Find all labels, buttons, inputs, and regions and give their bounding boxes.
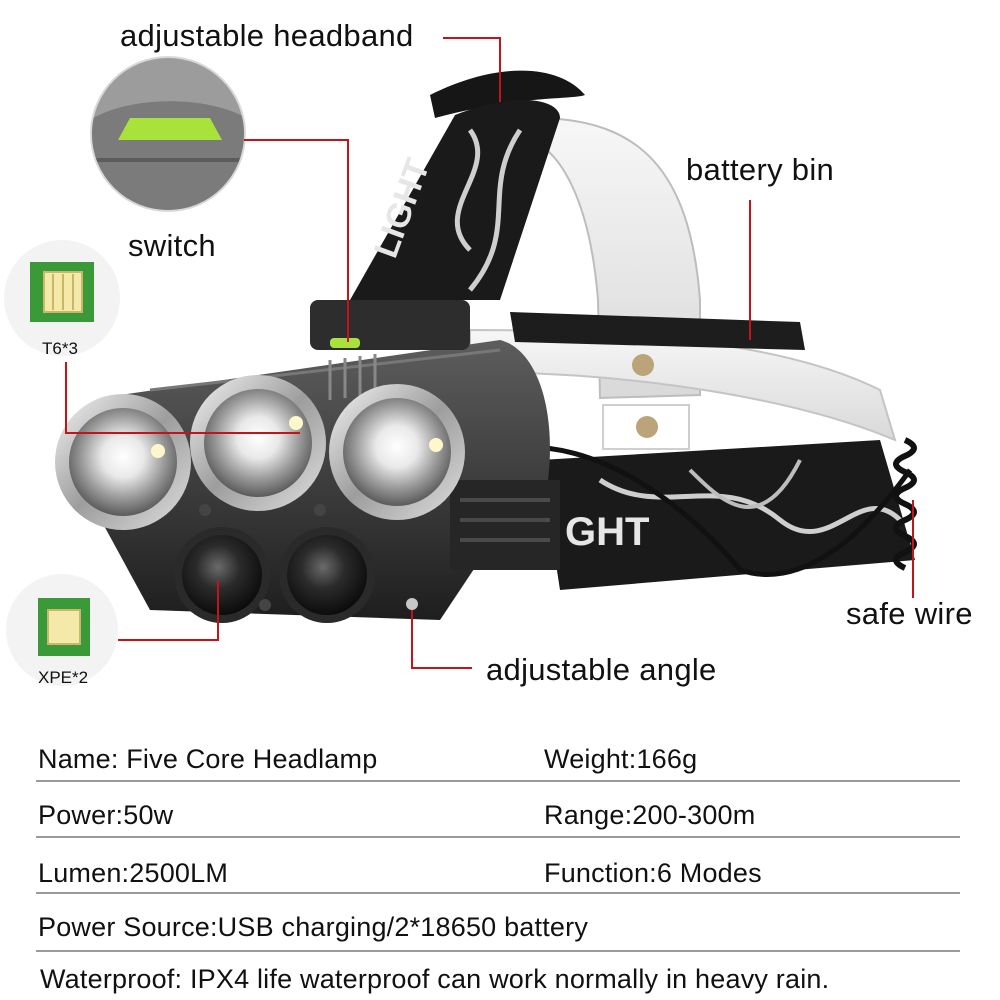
big-lens-center <box>190 375 326 511</box>
spec-range: Range:200-300m <box>544 800 756 830</box>
strap-text-side: GHT <box>565 510 650 554</box>
spec-name: Name: Five Core Headlamp <box>38 744 378 774</box>
spec-row <box>36 894 960 952</box>
spec-row <box>36 952 960 998</box>
spec-row <box>36 782 960 838</box>
spec-row <box>36 728 960 782</box>
chip-t6-label: T6*3 <box>42 339 78 358</box>
spec-weight: Weight:166g <box>544 744 698 774</box>
strap-text-top: LIGHT <box>366 153 438 263</box>
switch-button <box>330 338 360 348</box>
callout-headband: adjustable headband <box>120 18 414 53</box>
spec-function: Function:6 Modes <box>544 858 762 888</box>
adjust-knob <box>406 598 418 610</box>
spec-lumen: Lumen:2500LM <box>38 858 229 888</box>
spec-row <box>36 838 960 894</box>
big-lens-left <box>55 394 191 530</box>
spec-power-source: Power Source:USB charging/2*18650 battery <box>38 912 589 942</box>
callout-battery-bin: battery bin <box>686 152 835 187</box>
switch-zoom <box>90 56 250 216</box>
headband-strap <box>350 71 585 300</box>
small-lens-left <box>174 527 270 623</box>
big-lens-right <box>329 384 465 520</box>
small-lens-right <box>279 527 375 623</box>
callout-switch: switch <box>128 228 216 263</box>
spec-waterproof: Waterproof: IPX4 life waterproof can work normally in heavy rain. <box>40 964 830 994</box>
chip-xpe-label: XPE*2 <box>38 668 89 687</box>
callout-safe-wire: safe wire <box>846 596 973 631</box>
spec-power: Power:50w <box>38 800 174 830</box>
callout-adjustable-angle: adjustable angle <box>486 652 717 687</box>
